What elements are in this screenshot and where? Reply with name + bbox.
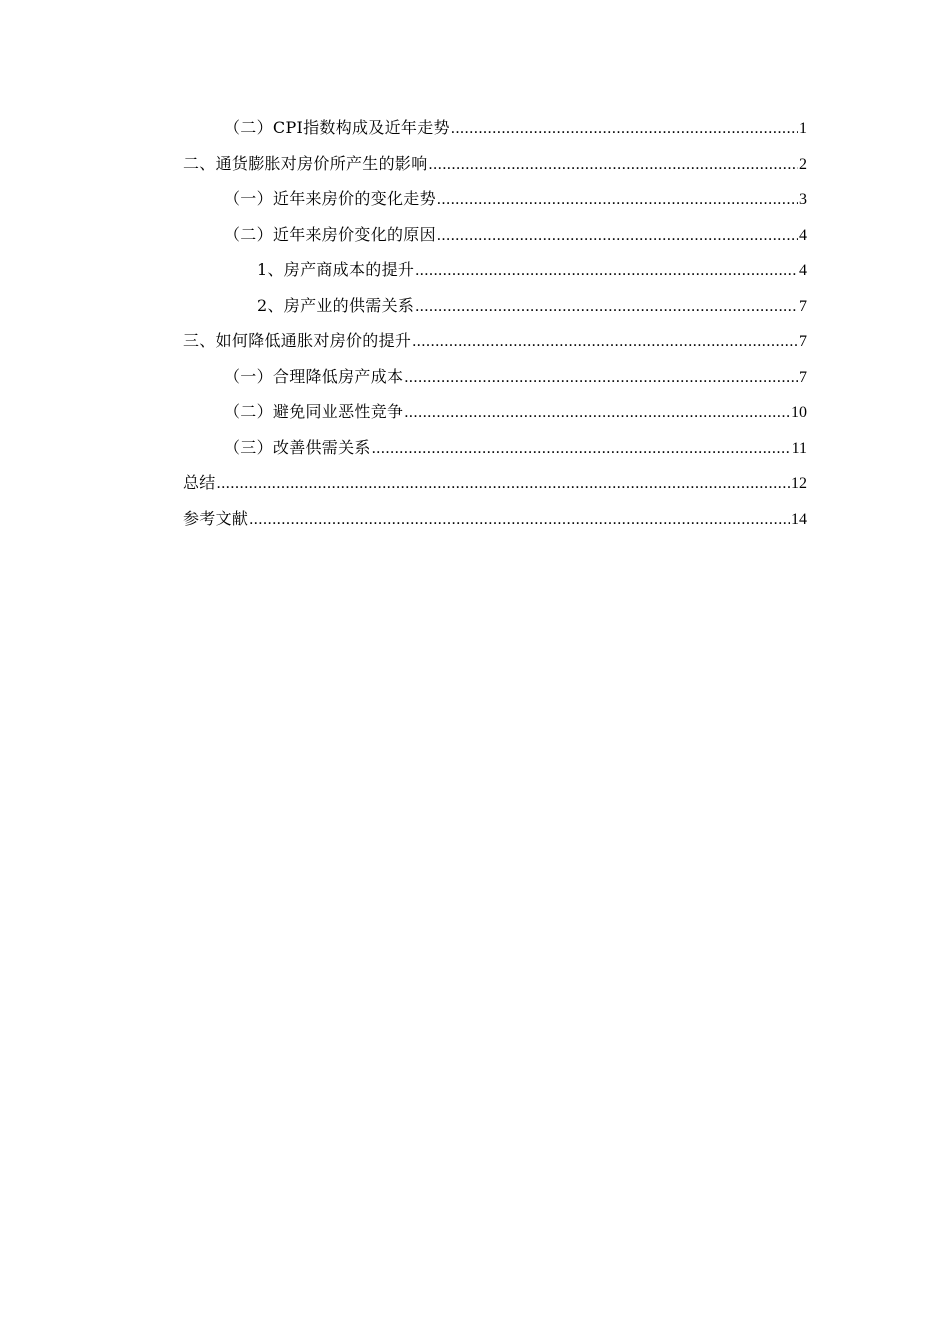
toc-dot-leader xyxy=(249,505,790,535)
toc-entry[interactable] xyxy=(183,113,807,149)
toc-entry[interactable] xyxy=(183,220,807,256)
toc-entry-title: （一）近年来房价的变化走势 xyxy=(224,189,436,208)
toc-entry[interactable] xyxy=(183,149,807,185)
toc-entry-title: 2、房产业的供需关系 xyxy=(257,295,415,315)
toc-entry-title: 参考文献 xyxy=(183,508,249,528)
table-of-contents xyxy=(183,113,807,539)
toc-entry-title: （三）改善供需关系 xyxy=(224,437,371,457)
toc-entry-title: （二）CPI指数构成及近年走势 xyxy=(224,118,450,137)
toc-dot-leader xyxy=(412,327,798,357)
toc-page-number: 11 xyxy=(791,439,807,457)
toc-entry[interactable] xyxy=(183,291,807,327)
toc-entry-title: （二）近年来房价变化的原因 xyxy=(224,224,436,244)
toc-page-number: 7 xyxy=(799,297,807,315)
toc-entry-title: 三、如何降低通胀对房价的提升 xyxy=(183,331,412,350)
toc-entry[interactable] xyxy=(183,184,807,220)
toc-dot-leader xyxy=(372,434,791,464)
toc-page-number: 3 xyxy=(799,191,807,208)
toc-dot-leader xyxy=(415,256,798,286)
toc-dot-leader xyxy=(437,185,798,215)
toc-dot-leader xyxy=(217,469,790,499)
toc-entry-title: 总结 xyxy=(183,473,216,492)
toc-page-number: 2 xyxy=(799,155,807,173)
toc-page-number: 4 xyxy=(799,262,807,279)
toc-entry[interactable] xyxy=(183,504,807,540)
toc-dot-leader xyxy=(404,363,798,393)
toc-dot-leader xyxy=(415,292,798,322)
toc-entry[interactable] xyxy=(183,255,807,291)
toc-entry[interactable] xyxy=(183,362,807,398)
toc-dot-leader xyxy=(429,150,798,180)
toc-entry[interactable] xyxy=(183,433,807,469)
toc-dot-leader xyxy=(404,398,790,428)
toc-entry[interactable] xyxy=(183,468,807,504)
toc-page-number: 10 xyxy=(791,404,807,421)
toc-page-number: 4 xyxy=(799,226,807,244)
toc-dot-leader xyxy=(451,114,798,144)
toc-page-number: 1 xyxy=(799,120,807,137)
toc-entry-title: 1、房产商成本的提升 xyxy=(257,260,415,279)
toc-page-number: 14 xyxy=(791,510,807,528)
toc-page-number: 12 xyxy=(791,475,807,492)
toc-entry-title: 二、通货膨胀对房价所产生的影响 xyxy=(183,153,428,173)
toc-page-number: 7 xyxy=(799,368,807,386)
toc-entry[interactable] xyxy=(183,397,807,433)
toc-dot-leader xyxy=(437,221,798,251)
toc-page-number: 7 xyxy=(799,333,807,350)
toc-entry-title: （二）避免同业恶性竞争 xyxy=(224,402,404,421)
toc-entry-title: （一）合理降低房产成本 xyxy=(224,366,404,386)
toc-entry[interactable] xyxy=(183,326,807,362)
